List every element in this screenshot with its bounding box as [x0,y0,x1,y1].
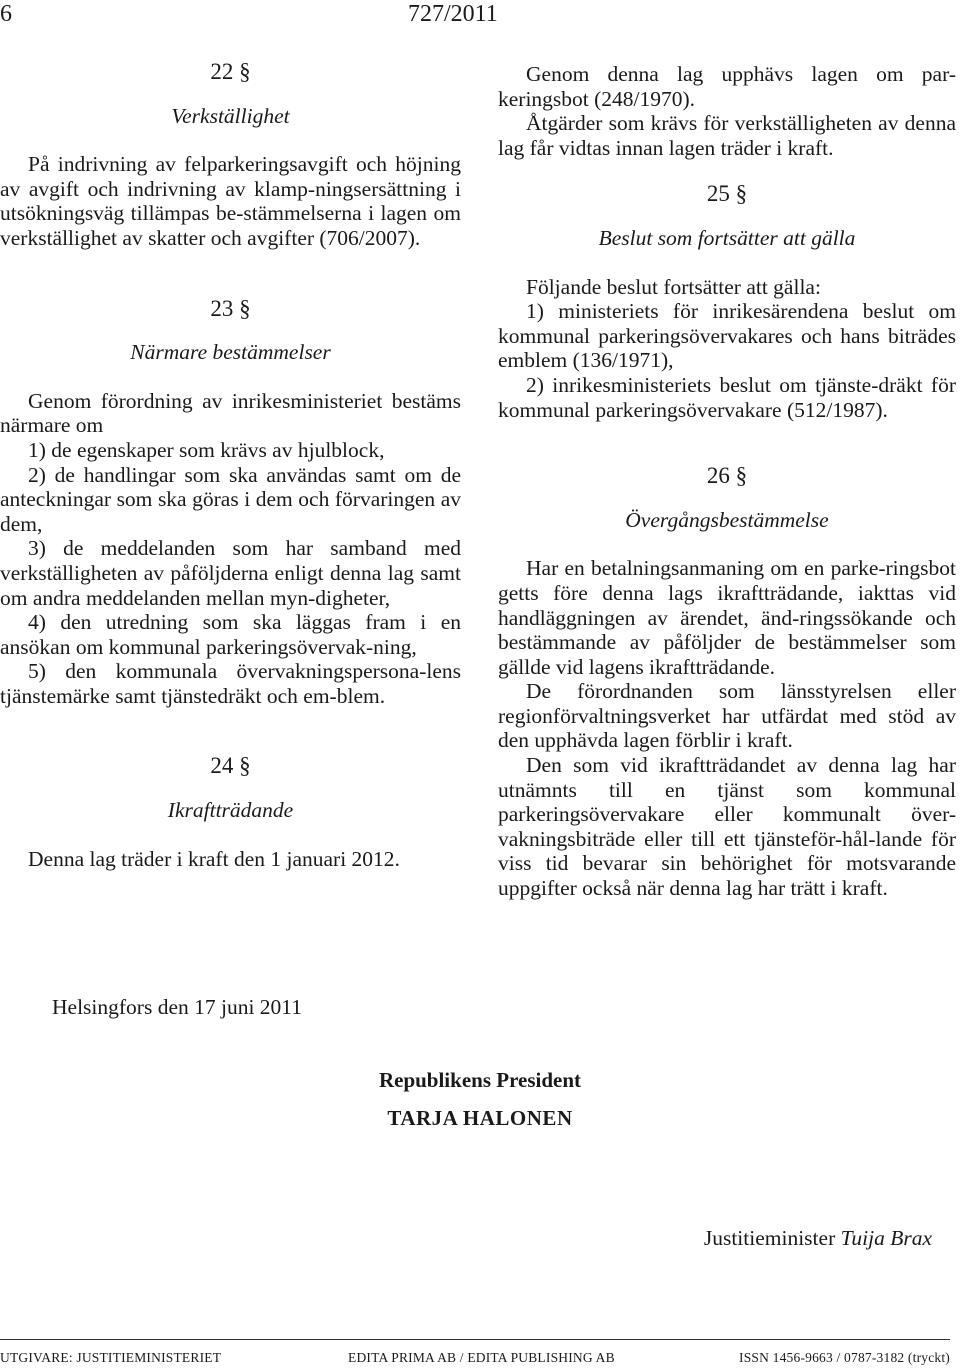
section-24-text: Denna lag träder i kraft den 1 januari 2012. [28,846,400,871]
president-name: TARJA HALONEN [387,1106,573,1130]
section-23-item-4: 4) den utredning som ska läggas fram i en ansökan om kommunal parkeringsövervak-ning, [0,610,461,659]
section-25-item-2: 2) inrikesministeriets beslut om tjänste-dräkt för kommunal parkeringsövervakare (512/1987). [498,372,956,422]
section-26-paragraph-3: Den som vid ikraftträdandet av denna lag har utnämnts till en tjänst som kommunal parkeringsövervakare eller kommunalt över-vakningsbiträde eller till ett tjänsteför-hål-lande för viss tid bevarar sin behörighet för motsvarande uppgifter också när denna lag har trätt i kraft. [498,753,956,901]
right-column [498,62,956,901]
section-24-measures-text: Åtgärder som krävs för verkställigheten av denna lag får vidtas innan lagen träder i kraft. [498,111,956,160]
section-22-number: 22 § [210,59,251,84]
left-column [0,60,461,871]
section-26-paragraph-1: Har en betalningsanmaning om en parke-ringsbot getts före denna lags ikraftträdande, iakttas vid handläggningen av ärendet, änd-ringssökande och bestämmande av påföljder de bestämmelser som gällde vid lagens ikraftträdande. [498,556,956,679]
section-24-number: 24 § [210,753,251,779]
section-24-repeal-text: Genom denna lag upphävs lagen om par-keringsbot (248/1970). [498,62,956,111]
page-number: 6 [0,1,12,27]
section-25-number: 25 § [706,181,748,207]
section-26-paragraph-2: De förordnanden som länsstyrelsen eller regionförvaltningsverket har utfärdat med stöd av den upphävda lagen förblir i kraft. [498,679,956,753]
minister-name: Tuija Brax [840,1226,932,1250]
section-23-item-1: 1) de egenskaper som krävs av hjulblock, [28,437,385,462]
footer-rule [0,1339,950,1340]
section-23-item-2: 2) de handlingar som ska användas samt om de anteckningar som ska göras i dem och förvaringen av dem, [0,462,461,536]
section-25-item-1: 1) ministeriets för inrikesärendena beslut om kommunal parkeringsövervakares och hans biträdes emblem (136/1971), [498,299,956,373]
section-26-number: 26 § [706,463,748,489]
section-23-intro: Genom förordning av inrikesministeriet bestäms närmare om [0,388,461,438]
section-23-item-5: 5) den kommunala övervakningspersona-lens tjänstemärke samt tjänstedräkt och em-blem. [0,659,461,708]
section-23-number: 23 § [210,295,251,321]
footer-issn: ISSN 1456-9663 / 0787-3182 (tryckt) [739,1350,950,1365]
footer-publisher: UTGIVARE: JUSTITIEMINISTERIET [0,1350,222,1365]
section-22-text: På indrivning av felparkeringsavgift och höjning av avgift och indrivning av klamp-ningsersättning i utsökningsväg tillämpas be-stämmelserna i lagen om verkställighet av skatter och avgifter (706/2007). [0,152,461,250]
section-25-heading: Beslut som fortsätter att gälla [598,225,856,250]
section-23-item-3: 3) de meddelanden som har samband med verkställigheten av påföljderna enligt denna lag samt om andra meddelanden mellan myn-digheter, [0,536,461,610]
section-25-intro: Följande beslut fortsätter att gälla: [526,274,821,299]
minister-title: Justitieminister [703,1226,836,1250]
place-and-date: Helsingfors den 17 juni 2011 [52,995,303,1019]
minister-signature [704,1226,932,1251]
section-24-heading: Ikraftträdande [167,798,294,823]
statute-number: 727/2011 [408,1,498,27]
footer-printer: EDITA PRIMA AB / EDITA PUBLISHING AB [348,1350,615,1365]
president-title: Republikens President [378,1068,582,1092]
section-26-heading: Övergångsbestämmelse [625,507,829,532]
section-23-heading: Närmare bestämmelser [130,340,331,365]
section-22-heading: Verkställighet [171,103,290,128]
